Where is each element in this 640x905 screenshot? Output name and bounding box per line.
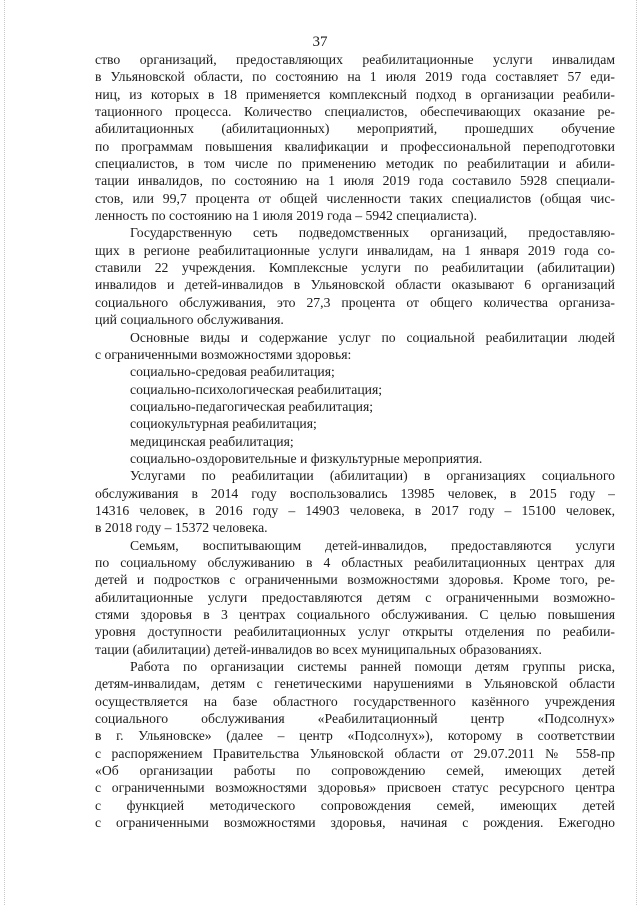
text-line: социально-оздоровительные и физкультурные мероприятия.	[130, 450, 483, 466]
text-line: с ограниченными возможностями здоровья:	[95, 346, 352, 362]
text-line: с ограниченными возможностями здоровья, начиная с рождения. Ежегодно	[95, 815, 615, 831]
text-line: абилитационные услуги предоставляются детям с ограниченными возможно-	[95, 589, 615, 605]
text-line: тации (абилитации) детей-инвалидов во всех муниципальных образованиях.	[95, 641, 542, 657]
text-line: социально-психологическая реабилитация;	[130, 381, 383, 397]
text-line: детям-инвалидам, детям с генетическими нарушениями в Ульяновской области	[95, 676, 615, 692]
text-line: с функцией методического сопровождения семей, имеющих детей	[95, 797, 615, 813]
text-line: специалистов, в том числе по применению методик по реабилитации и абили-	[95, 156, 615, 172]
text-line: тационного процесса. Количество специалистов, обеспечивающих оказание ре-	[95, 104, 615, 120]
text-line: стями здоровья в 3 центрах социального обслуживания. С целью повышения	[95, 607, 615, 622]
text-line: абилитационных (абилитационных) мероприятий, прошедших обучение	[95, 121, 615, 137]
text-line: с ограниченными возможностями здоровья» присвоен статус ресурсного центра	[95, 780, 615, 796]
text-line: ций социального обслуживания.	[95, 312, 284, 328]
text-line: по программам повышения квалификации и профессиональной переподготовки	[95, 138, 615, 154]
text-line: Государственную сеть подведомственных организаций, предоставляю-	[130, 225, 615, 241]
text-line: социокультурная реабилитация;	[130, 416, 317, 432]
text-line: тации инвалидов, по состоянию на 1 июля 2019 года составило 5928 специали-	[95, 173, 615, 189]
text-line: ставили 22 учреждения. Комплексные услуги по реабилитации (абилитации)	[95, 260, 615, 276]
text-line: ниц, из которых в 18 применяется комплексный подход в организации реабили-	[95, 86, 615, 102]
text-line: стов, или 99,7 процента от общей численности таких специалистов (общая чис-	[95, 190, 615, 206]
text-line: 14316 человек, в 2016 году – 14903 человека, в 2017 году – 15100 человек,	[95, 502, 615, 518]
text-line: обслуживания в 2014 году воспользовались 13985 человек, в 2015 году –	[95, 485, 615, 501]
text-line: в г. Ульяновске» (далее – центр «Подсолнух»), которому в соответствии	[95, 728, 615, 744]
text-line: детей и подростков с ограниченными возможностями здоровья. Кроме того, ре-	[95, 572, 615, 588]
scan-edge-left	[4, 0, 5, 905]
text-line: щих в регионе реабилитационные услуги инвалидам, на 1 января 2019 года со-	[95, 242, 615, 258]
text-line: ленность по состоянию на 1 июля 2019 года – 5942 специалиста).	[95, 208, 478, 224]
text-line: Основные виды и содержание услуг по социальной реабилитации людей	[130, 329, 615, 345]
text-line: по социальному обслуживанию в 4 областных реабилитационных центрах для	[95, 554, 615, 570]
text-line: осуществляется на базе областного государственного казённого учреждения	[95, 693, 615, 709]
text-line: Услугами по реабилитации (абилитации) в организациях социального	[130, 468, 615, 484]
scan-edge-right	[636, 0, 637, 905]
text-line: с распоряжением Правительства Ульяновской области от 29.07.2011 № 558-пр	[95, 745, 615, 761]
body-text	[95, 51, 615, 831]
text-line: социально-педагогическая реабилитация;	[130, 398, 374, 414]
text-line: социального обслуживания «Реабилитационный центр «Подсолнух»	[95, 711, 615, 727]
text-line: медицинская реабилитация;	[130, 433, 294, 449]
text-line: социально-средовая реабилитация;	[130, 364, 335, 380]
text-line: инвалидов и детей-инвалидов в Ульяновской области оказывают 6 организаций	[95, 277, 615, 293]
text-line: социального обслуживания, это 27,3 процента от общего количества организа-	[95, 294, 615, 310]
page-number: 37	[312, 34, 328, 50]
text-line: Семьям, воспитывающим детей-инвалидов, предоставляются услуги	[130, 537, 615, 553]
text-line: уровня доступности реабилитационных услуг открыты отделения по реабили-	[95, 624, 615, 640]
text-line: в Ульяновской области, по состоянию на 1 июля 2019 года составляет 57 еди-	[95, 69, 615, 85]
text-line: в 2018 году – 15372 человека.	[95, 520, 268, 536]
text-line: Работа по организации системы ранней помощи детям группы риска,	[130, 659, 615, 675]
text-line: «Об организации работы по сопровождению семей, имеющих детей	[95, 763, 615, 779]
text-line: ство организаций, предоставляющих реабилитационные услуги инвалидам	[95, 52, 615, 67]
